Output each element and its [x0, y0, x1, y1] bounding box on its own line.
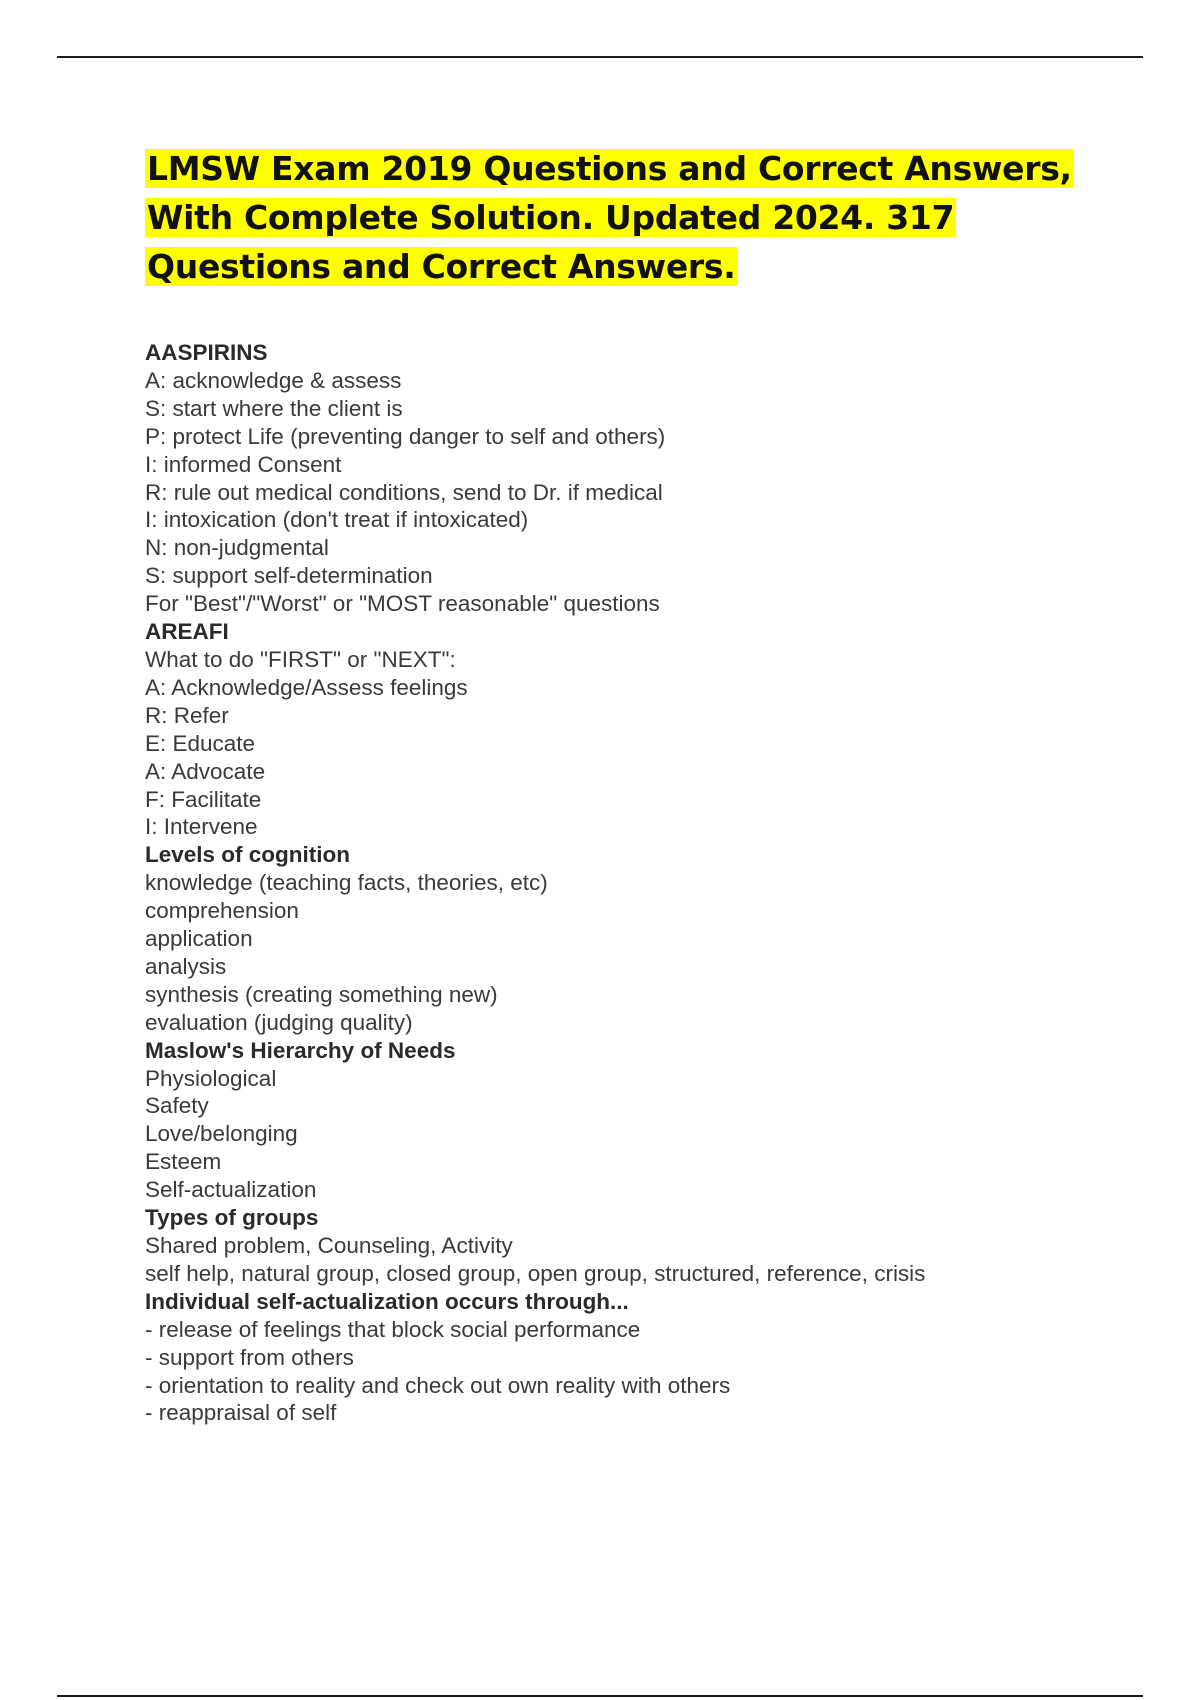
body-line: Shared problem, Counseling, Activity [145, 1233, 513, 1258]
body-line: - release of feelings that block social performance [145, 1316, 641, 1342]
body-line: Physiological [145, 1065, 277, 1091]
section-heading: Types of groups [145, 1205, 319, 1231]
section-heading: AASPIRINS [145, 340, 268, 365]
body-line: A: Acknowledge/Assess feelings [145, 674, 468, 700]
body-line: R: Refer [145, 702, 229, 728]
body-line: E: Educate [145, 730, 256, 756]
body-line: self help, natural group, closed group, open group, structured, reference, crisis [145, 1260, 926, 1286]
body-line: A: Advocate [145, 758, 266, 784]
body-line: comprehension [145, 898, 299, 924]
body-line: evaluation (judging quality) [145, 1009, 413, 1035]
body-line: - orientation to reality and check out own reality with others [145, 1372, 731, 1398]
body-line: analysis [145, 953, 227, 979]
title-highlight: LMSW Exam 2019 Questions and Correct Answers, With Complete Solution. Updated 2024. 317 Questions and Correct Answers. [147, 149, 1072, 286]
document-title [145, 144, 1085, 291]
body-line: N: non-judgmental [145, 535, 329, 561]
section-heading: Levels of cognition [145, 842, 351, 868]
body-line: - support from others [145, 1344, 354, 1370]
body-line: - reappraisal of self [145, 1400, 337, 1426]
body-line: application [145, 926, 253, 952]
section-heading: AREAFI [145, 619, 229, 645]
body-line: R: rule out medical conditions, send to Dr. if medical [145, 479, 663, 505]
body-line: For "Best"/"Worst" or "MOST reasonable" questions [145, 591, 660, 617]
body-line: S: support self-determination [145, 563, 433, 589]
body-line: S: start where the client is [145, 395, 403, 421]
body-line: Love/belonging [145, 1121, 298, 1147]
body-line: I: intoxication (don't treat if intoxicated) [145, 507, 529, 533]
section-heading: Individual self-actualization occurs through... [145, 1288, 629, 1314]
body-line: A: acknowledge & assess [145, 367, 402, 393]
body-line: knowledge (teaching facts, theories, etc) [145, 870, 548, 896]
section-heading: Maslow's Hierarchy of Needs [145, 1037, 456, 1063]
document-body [145, 339, 1045, 1427]
body-line: I: Intervene [145, 814, 258, 840]
body-line: What to do "FIRST" or "NEXT": [145, 646, 456, 672]
top-rule [57, 56, 1143, 58]
body-line: F: Facilitate [145, 786, 262, 812]
bottom-rule [57, 1695, 1143, 1697]
body-line: Self-actualization [145, 1177, 317, 1203]
body-line: I: informed Consent [145, 451, 342, 477]
body-line: Safety [145, 1093, 209, 1119]
body-line: Esteem [145, 1149, 222, 1175]
body-line: P: protect Life (preventing danger to self and others) [145, 423, 666, 449]
body-line: synthesis (creating something new) [145, 981, 498, 1007]
